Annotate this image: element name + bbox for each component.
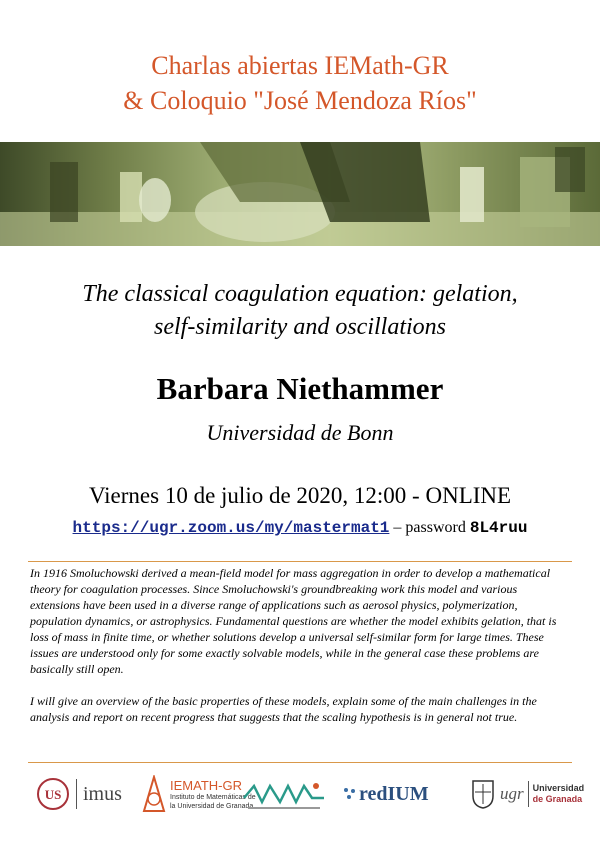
talk-datetime: Viernes 10 de julio de 2020, 12:00 - ONLINE [88, 483, 512, 508]
divider-top [28, 561, 572, 562]
ugr-name-line1: Universidad [532, 783, 585, 793]
ugr-logo [470, 772, 584, 816]
iemath-logo [142, 772, 256, 816]
redium-logo-text: redIUM [359, 782, 429, 805]
iemath-emblem-icon [142, 775, 166, 813]
password-prefix: – password [393, 519, 466, 536]
zoom-line [0, 519, 600, 537]
talk-title-line1: The classical coagulation equation: gelation, [82, 281, 518, 307]
abstract-paragraph-2: I will give an overview of the basic properties of these models, explain some of the main challenges in the analysis and report on recent progress that suggests that the scaling hypothesis is in general not true. [30, 694, 537, 724]
abstract-paragraph-1: In 1916 Smoluchowski derived a mean-field model for mass aggregation in order to develop a mathematical theory for coagulation processes. Since Smoluchowski's groundbreaking work this model and various extensions have been used in a diverse range of applications such as aerosol physics, polymerization, population dynamics, or astrophysics. Fundamental questions are whether the model exhibits gelation, that is loss of mass in finite time, or whether solutions develop a universal self-similar form for large times. These issues are understood only for some exactly solvable models, while in the general case these problems are basically still open. [30, 566, 557, 676]
series-title-line2: & Coloquio "José Mendoza Ríos" [123, 86, 477, 115]
imus-logo-text: imus [83, 782, 122, 805]
password-value: 8L4ruu [469, 519, 528, 537]
speaker-affiliation: Universidad de Bonn [206, 420, 394, 445]
header-photo-illustration [0, 142, 600, 246]
sponsor-logos [0, 772, 600, 816]
redium-logo [343, 772, 429, 816]
abstract [30, 565, 570, 725]
speaker-name: Barbara Niethammer [156, 371, 444, 406]
ugr-crest-icon [470, 778, 496, 810]
divider-bottom [28, 762, 572, 763]
ugr-logo-text: ugr [500, 784, 524, 803]
logo-separator [76, 779, 77, 809]
iemath-logo-text: IEMATH-GR [170, 777, 242, 793]
redium-dots-icon [343, 787, 357, 801]
iemath-logo-sub1: Instituto de Matemáticas de [170, 793, 256, 801]
header-photo [0, 142, 600, 246]
imag-logo [240, 772, 328, 816]
us-imus-logo [36, 772, 122, 816]
ugr-name-line2: de Granada [532, 794, 583, 804]
iemath-logo-sub2: la Universidad de Granada [170, 802, 254, 810]
series-title-line1: Charlas abiertas IEMath-GR [151, 51, 449, 80]
ugr-logo-separator [528, 781, 529, 807]
us-seal-text: US [44, 787, 62, 802]
us-seal-icon [36, 776, 70, 812]
imag-waveform-icon [240, 776, 328, 812]
zoom-link[interactable]: https://ugr.zoom.us/my/mastermat1 [72, 519, 390, 537]
talk-title-line2: self-similarity and oscillations [154, 314, 446, 340]
